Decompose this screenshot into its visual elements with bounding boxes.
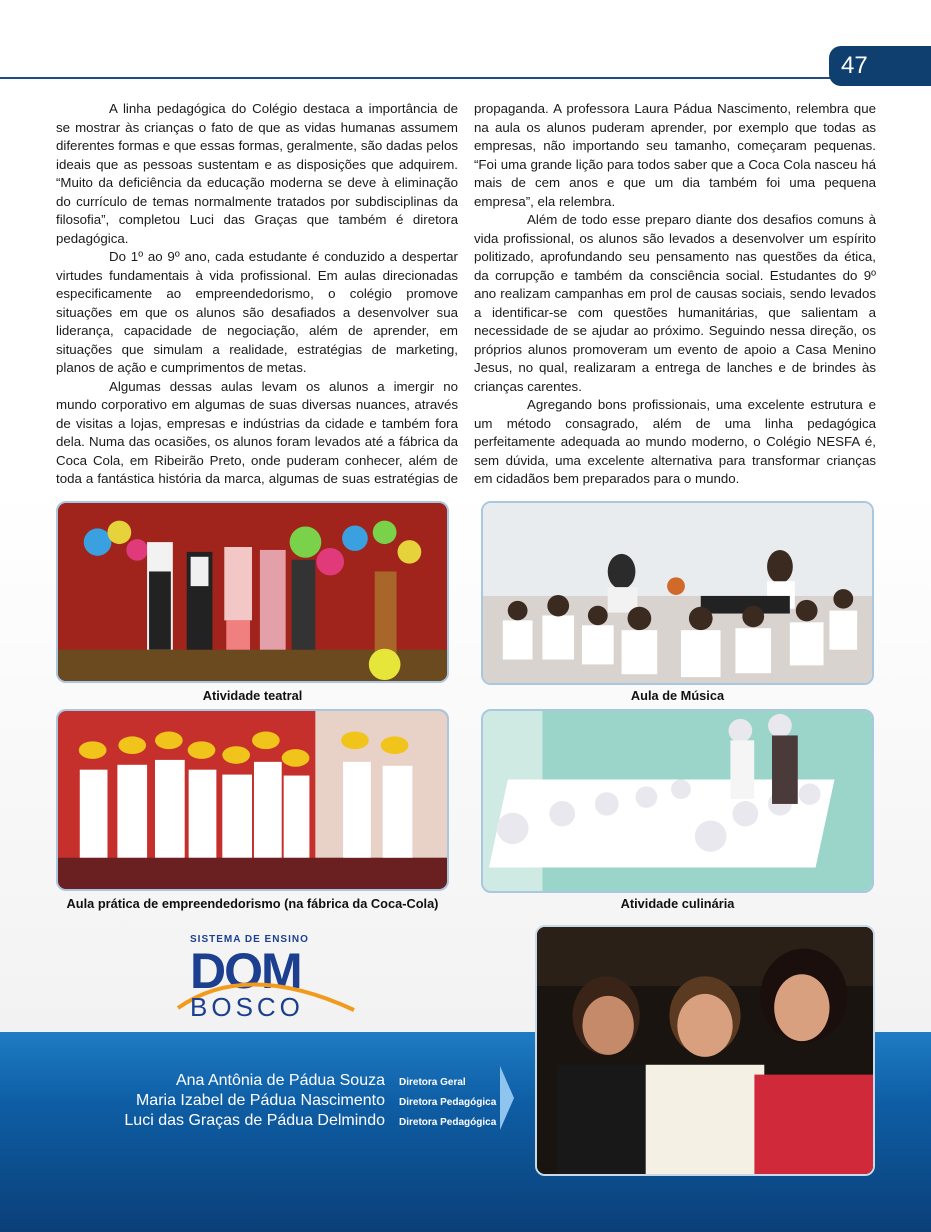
dom-bosco-logo xyxy=(176,930,366,1020)
photo-theatre-image xyxy=(58,503,447,681)
paragraph: propaganda. A professora Laura Pádua Nascimento, relembra que na aula os alunos puderam aprender, por exemplo que todas as empresas, não importando seu tamanho, começaram pequenas. “Foi uma grande lição para todos saber que a Coca Cola nasceu há mais de cem anos e que um dia também foi uma pequena empresa”, ela relembra. xyxy=(474,101,876,209)
arrow-decoration-icon xyxy=(500,1066,514,1130)
directors-list xyxy=(124,1072,497,1132)
photo-music-image xyxy=(483,503,872,683)
page-number: 47 xyxy=(829,46,931,86)
article-column-left xyxy=(56,100,458,507)
director-role: Diretora Geral xyxy=(399,1077,466,1088)
photo-factory-visit xyxy=(56,709,449,891)
photo-directors xyxy=(535,925,875,1176)
caption-factory-visit: Aula prática de empreendedorismo (na fábrica da Coca-Cola) xyxy=(66,896,439,911)
paragraph: Algumas dessas aulas levam os alunos a imergir no mundo corporativo em algumas de suas diversas nuances, através de visitas a lojas, empresas e indústrias da cidade e também fora dela. Numa das ocasiões, os alunos foram levados até a fábrica da Coca Cola, em Ribeirão Preto, onde puderam conhecer, além de toda a fantástica história da marca, algumas de suas estratégias de xyxy=(56,378,458,486)
header-rule xyxy=(0,77,830,79)
svg-text:DOM: DOM xyxy=(190,943,301,999)
photo-directors-image xyxy=(537,927,873,1174)
svg-text:SISTEMA DE ENSINO: SISTEMA DE ENSINO xyxy=(190,934,309,945)
photo-theatre xyxy=(56,501,449,683)
director-row xyxy=(124,1092,497,1112)
caption-theatre: Atividade teatral xyxy=(202,688,303,703)
director-role: Diretora Pedagógica xyxy=(399,1117,497,1128)
photo-factory-image xyxy=(58,711,447,889)
director-row xyxy=(124,1072,497,1092)
paragraph: Agregando bons profissionais, uma excelente estrutura e um método consagrado, além de uma linha pedagógica perfeitamente adequada ao mundo moderno, o Colégio NESFA é, sem dúvida, uma excelente alternativa para transformar crianças em cidadãos bem preparados para o mundo. xyxy=(474,397,876,486)
photo-culinary-image xyxy=(483,711,872,891)
paragraph: Do 1º ao 9º ano, cada estudante é conduzido a despertar virtudes fundamentais à vida profissional. Em aulas direcionadas especificamente ao empreendedorismo, o colégio promove situações em que os alunos são desafiados a desenvolver sua liderança, capacidade de negociação, além de aprender, em situações que simulam a realidade, estratégias de marketing, planos de ação e cumprimentos de metas. xyxy=(56,249,458,375)
dom-bosco-logo-image xyxy=(176,930,366,1020)
paragraph: Além de todo esse preparo diante dos desafios comuns à vida profissional, os alunos são levados a desenvolver um espírito politizado, aprofundando seu pensamento nas questões da ética, da corrupção e também da consciência social. Estudantes do 9º ano realizam campanhas em prol de causas sociais, sendo levados a identificar-se com questões humanitárias, que salientam a necessidade de se ajudar ao próximo. Seguindo nessa direção, os próprios alunos promoveram um evento de apoio a Casa Menino Jesus, no qual, realizaram a entrega de lanches e de brindes às crianças carentes. xyxy=(474,212,876,394)
director-role: Diretora Pedagógica xyxy=(399,1097,497,1108)
svg-text:BOSCO: BOSCO xyxy=(190,992,304,1020)
photo-music xyxy=(481,501,874,685)
director-row xyxy=(124,1112,497,1132)
caption-culinary: Atividade culinária xyxy=(620,896,735,911)
caption-music: Aula de Música xyxy=(630,688,725,703)
article-column-right xyxy=(474,100,876,489)
director-name: Luci das Graças de Pádua Delmindo xyxy=(124,1112,385,1129)
photo-culinary xyxy=(481,709,874,893)
paragraph: A linha pedagógica do Colégio destaca a importância de se mostrar às crianças o fato de que as vidas humanas assumem diferentes formas e que essas formas, geralmente, são dadas pelos ideais que as pessoas sustentam e as disposições que adquirem. “Muito da deficiência da educação moderna se deve à eliminação do currículo de temas normalmente tratados por subdisciplinas da filosofia”, completou Luci das Graças que também é diretora pedagógica. xyxy=(56,101,458,246)
director-name: Ana Antônia de Pádua Souza xyxy=(175,1072,385,1089)
director-name: Maria Izabel de Pádua Nascimento xyxy=(135,1092,385,1109)
